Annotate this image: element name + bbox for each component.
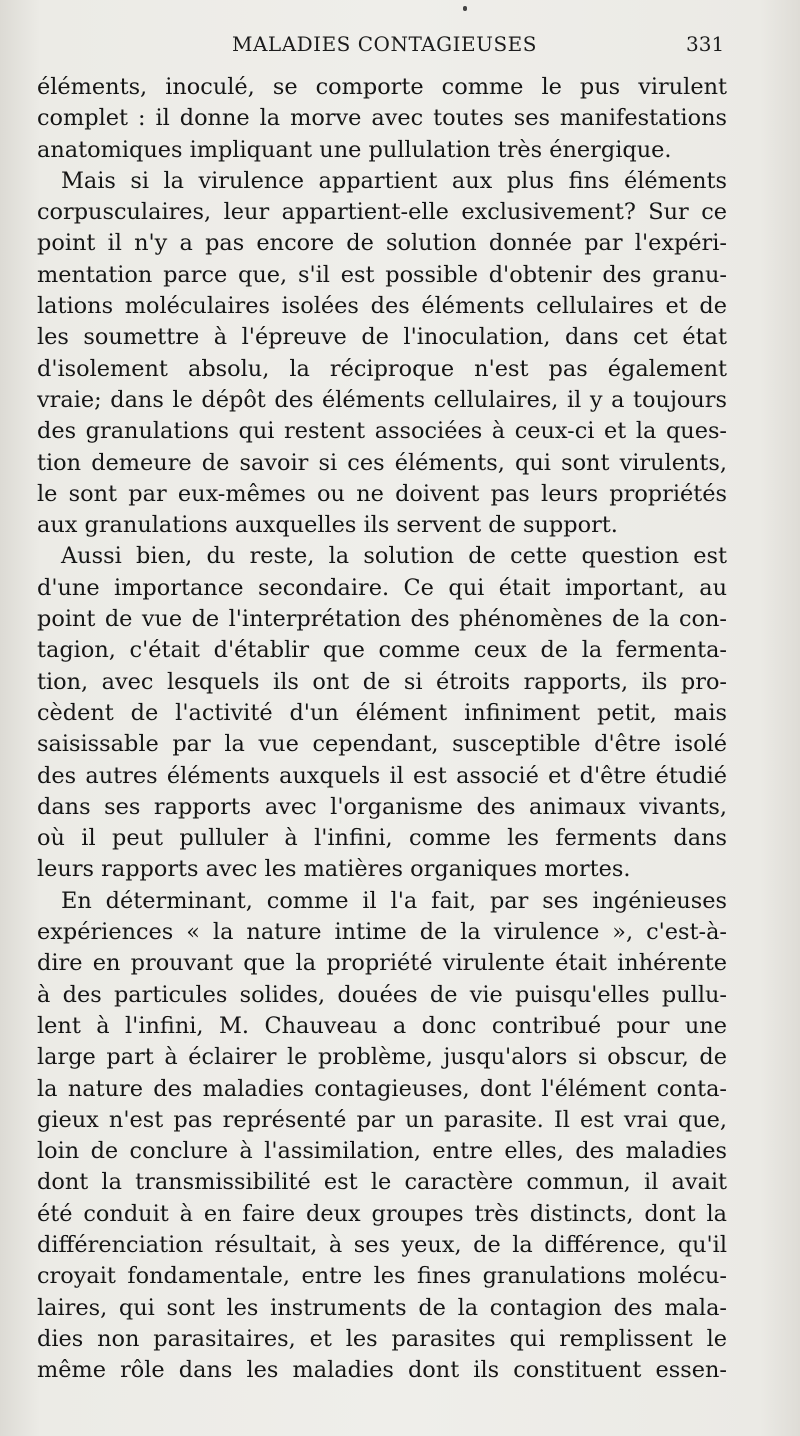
- text-line: dans ses rapports avec l'organisme des animaux vivants,: [37, 793, 727, 820]
- ink-speck: [463, 6, 467, 11]
- text-line: dont la transmissibilité est le caractère commun, il avait: [37, 1169, 727, 1196]
- text-line: éléments, inoculé, se comporte comme le pus virulent: [37, 74, 727, 100]
- text-line: cèdent de l'activité d'un élément infiniment petit, mais: [37, 699, 727, 726]
- text-line: des granulations qui restent associées à ceux-ci et la ques-: [37, 418, 727, 445]
- text-line: laires, qui sont les instruments de la contagion des mala-: [37, 1294, 727, 1321]
- running-title: MALADIES CONTAGIEUSES: [232, 32, 537, 56]
- text-line: corpusculaires, leur appartient-elle exclusivement? Sur ce: [37, 199, 727, 226]
- text-line: Aussi bien, du reste, la solution de cette question est: [61, 543, 727, 570]
- text-line: leurs rapports avec les matières organiques mortes.: [37, 856, 631, 883]
- body-text: [37, 72, 727, 1386]
- text-line: loin de conclure à l'assimilation, entre elles, des maladies: [37, 1138, 727, 1165]
- text-line: d'une importance secondaire. Ce qui était important, au: [37, 574, 727, 601]
- text-line: expériences « la nature intime de la virulence », c'est-à-: [37, 919, 727, 946]
- text-line: point il n'y a pas encore de solution donnée par l'expéri-: [37, 230, 727, 257]
- text-line: large part à éclairer le problème, jusqu'alors si obscur, de: [37, 1044, 727, 1071]
- text-line: dies non parasitaires, et les parasites qui remplissent le: [37, 1325, 727, 1352]
- text-line: Mais si la virulence appartient aux plus fins éléments: [61, 167, 727, 194]
- text-line: dire en prouvant que la propriété virulente était inhérente: [37, 950, 727, 977]
- text-line: lations moléculaires isolées des éléments cellulaires et de: [37, 293, 727, 320]
- text-line: mentation parce que, s'il est possible d'obtenir des granu-: [37, 261, 727, 288]
- text-line: anatomiques impliquant une pullulation très énergique.: [37, 136, 672, 163]
- text-line: le sont par eux-mêmes ou ne doivent pas leurs propriétés: [37, 480, 727, 507]
- text-line: tion, avec lesquels ils ont de si étroits rapports, ils pro-: [37, 668, 727, 695]
- page-number: 331: [686, 32, 725, 56]
- text-line: tagion, c'était d'établir que comme ceux de la fermenta-: [37, 637, 727, 664]
- text-line: lent à l'infini, M. Chauveau a donc contribué pour une: [37, 1012, 727, 1039]
- text-line: tion demeure de savoir si ces éléments, qui sont virulents,: [37, 449, 727, 476]
- text-line: même rôle dans les maladies dont ils constituent essen-: [37, 1357, 727, 1384]
- text-line: croyait fondamentale, entre les fines granulations molécu-: [37, 1263, 727, 1290]
- text-line: différenciation résultait, à ses yeux, de la différence, qu'il: [37, 1231, 727, 1258]
- text-line: d'isolement absolu, la réciproque n'est pas également: [37, 355, 727, 382]
- text-line: à des particules solides, douées de vie puisqu'elles pullu-: [37, 981, 727, 1008]
- text-line: la nature des maladies contagieuses, dont l'élément conta-: [37, 1075, 727, 1102]
- text-line: où il peut pulluler à l'infini, comme les ferments dans: [37, 825, 727, 852]
- text-line: aux granulations auxquelles ils servent de support.: [37, 512, 618, 539]
- text-line: été conduit à en faire deux groupes très distincts, dont la: [37, 1200, 727, 1227]
- text-line: vraie; dans le dépôt des éléments cellulaires, il y a toujours: [37, 386, 727, 413]
- text-line: gieux n'est pas représenté par un parasite. Il est vrai que,: [37, 1106, 727, 1133]
- text-line: point de vue de l'interprétation des phénomènes de la con-: [37, 606, 727, 633]
- text-line: En déterminant, comme il l'a fait, par ses ingénieuses: [61, 887, 727, 914]
- text-line: les soumettre à l'épreuve de l'inoculation, dans cet état: [37, 324, 727, 351]
- text-line: saisissable par la vue cependant, susceptible d'être isolé: [37, 731, 727, 758]
- text-line: complet : il donne la morve avec toutes ses manifestations: [37, 105, 727, 132]
- text-line: des autres éléments auxquels il est associé et d'être étudié: [37, 762, 727, 789]
- page-header: [0, 32, 800, 62]
